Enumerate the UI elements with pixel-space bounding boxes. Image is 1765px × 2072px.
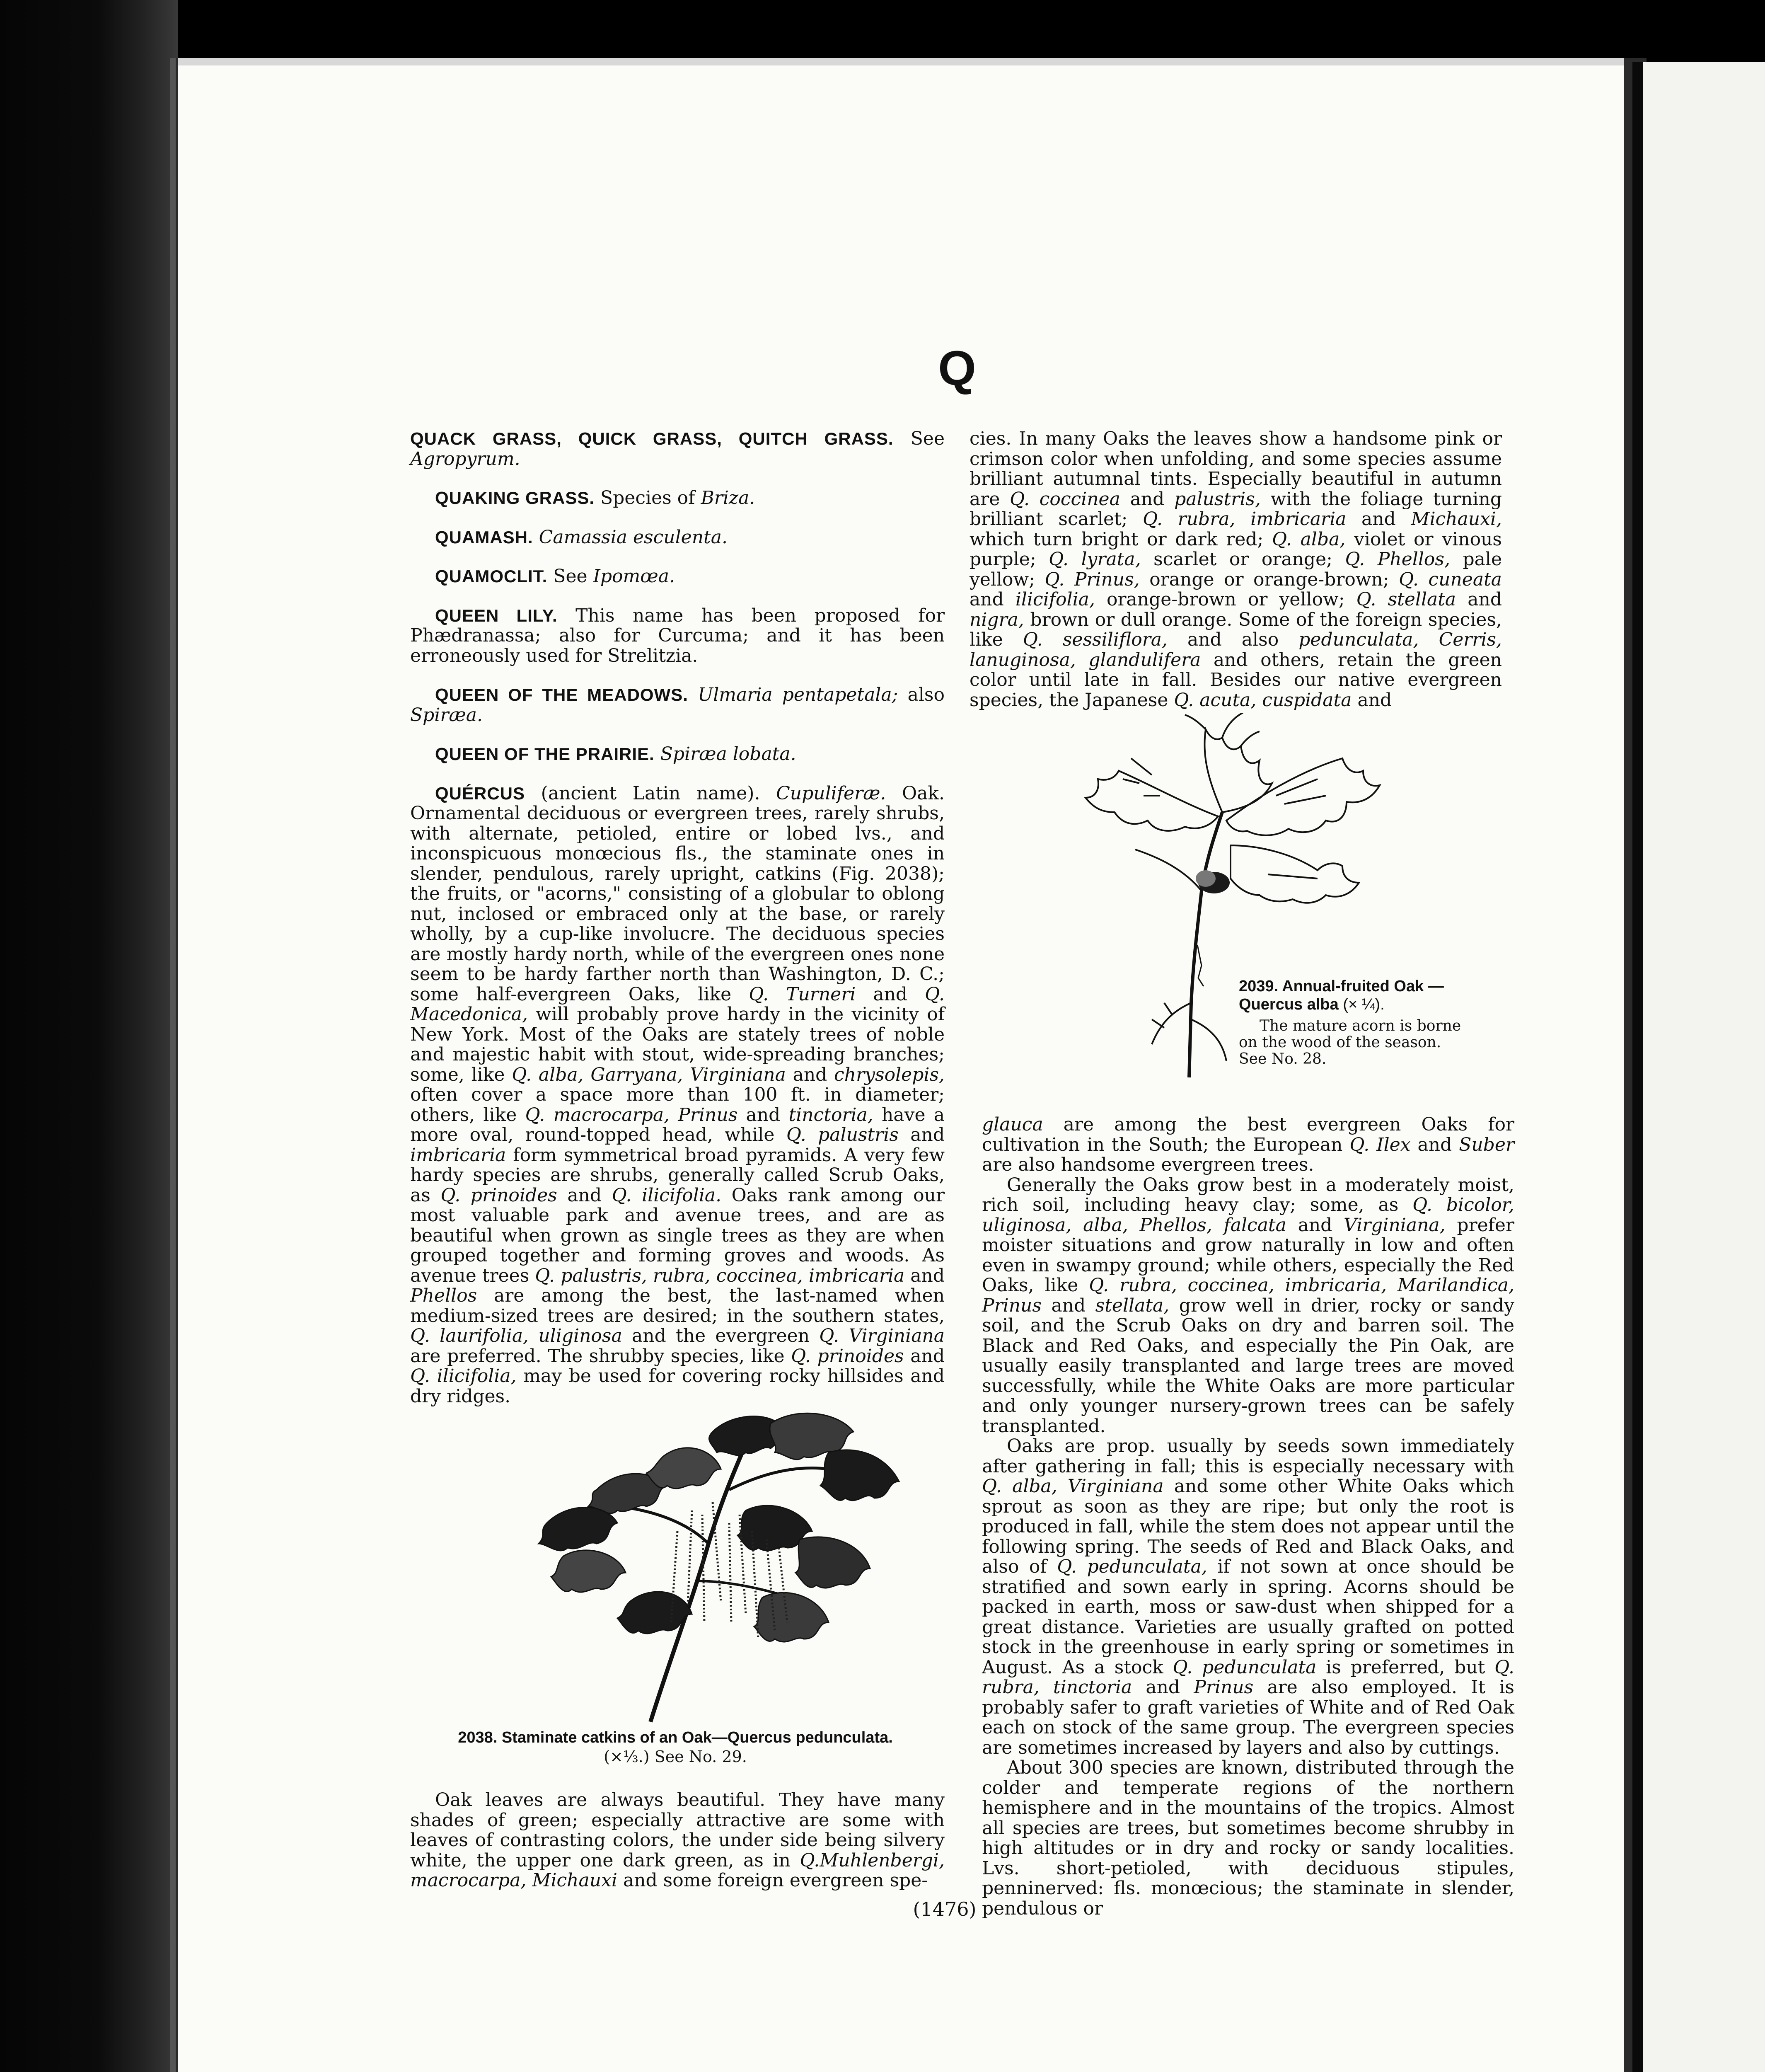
entry-queen-of-the-prairie: QUEEN OF THE PRAIRIE. Spiræa lobata.: [435, 743, 796, 765]
headword: QUÉRCUS: [435, 783, 525, 803]
headword: QUACK GRASS, QUICK GRASS, QUITCH GRASS.: [410, 429, 894, 448]
paragraph-oak-leaves: Oak leaves are always beautiful. They have many shades of green; especially attractive are some with leaves of contrasting colors, the under side being silvery white, the upper one dark green, as in Q.Muhlenbergi, macrocarpa, Michauxi and some foreign evergreen spe-: [410, 1789, 945, 1891]
entry-quack-grass: QUACK GRASS, QUICK GRASS, QUITCH GRASS. See Agropyrum.: [410, 428, 945, 470]
section-letter-heading: Q: [938, 341, 976, 396]
scan-border-left: [0, 0, 178, 2072]
entry-queen-of-the-meadows: QUEEN OF THE MEADOWS. Ulmaria pentapetala; also Spiræa.: [410, 684, 945, 726]
headword: QUEEN OF THE MEADOWS.: [435, 685, 688, 704]
entry-quercus: QUÉRCUS (ancient Latin name). Cupuliferæ. Oak. Ornamental deciduous or evergreen trees, rarely shrubs, with alternate, petioled, entire or lobed lvs., and inconspicuous monœcious fls., the staminate ones in slender, pendulous, rarely upright, catkins (Fig. 2038); the fruits, or "acorns," consisting of a globular to oblong nut, inclosed or embraced only at the base, or rarely wholly, by a cup-like involucre. The deciduous species are mostly hardy north, while of the evergreen ones none seem to be hardy farther north than Washington, D. C.; some half-evergreen Oaks, like Q. Turneri and Q. Macedonica, will probably prove hardy in the vicinity of New York. Most of the Oaks are stately trees of noble and majestic habit with stout, wide-spreading branches; some, like Q. alba, Garryana, Virginiana and chrysolepis, often cover a space more than 100 ft. in diameter; others, like Q. macrocarpa, Prinus and tinctoria, have a more oval, round-topped head, while Q. palustris and imbricaria form symmetrical broad pyramids. A very few hardy species are shrubs, generally called Scrub Oaks, as Q. prinoides and Q. ilicifolia. Oaks rank among our most valuable park and avenue trees, and are as beautiful when grown as single trees as they are when grouped together and forming groves and woods. As avenue trees Q. palustris, rubra, coccinea, imbricaria and Phellos are among the best, the last-named when medium-sized trees are desired; in the southern states, Q. laurifolia, uliginosa and the evergreen Q. Virginiana are preferred. The shrubby species, like Q. prinoides and Q. ilicifolia, may be used for covering rocky hillsides and dry ridges.: [410, 782, 945, 1407]
paragraph-soil: Generally the Oaks grow best in a moderately moist, rich soil, including heavy clay; some, as Q. bicolor, uliginosa, alba, Phellos, falcata and Virginiana, prefer moister situations and grow naturally in low and often even in swampy ground; while others, especially the Red Oaks, like Q. rubra, coccinea, imbricaria, Marilandica, Prinus and stellata, grow well in drier, rocky or sandy soil, and the Scrub Oaks on dry and barren soil. The Black and Red Oaks, and especially the Pin Oak, are usually easily transplanted and large trees are moved successfully, while the White Oaks are more particular and only younger nursery-grown trees can be safely transplanted.: [982, 1174, 1515, 1437]
entry-quaking-grass: QUAKING GRASS. Species of Briza.: [435, 487, 755, 508]
figure-2038-caption: 2038. Staminate catkins of an Oak—Quercus pedunculata. (×⅓.) See No. 29.: [458, 1729, 893, 1766]
figure-2039-caption: 2039. Annual-fruited Oak —Quercus alba (× ¼). The mature acorn is borne on the wood of the season. See No. 28.: [1239, 978, 1461, 1067]
figure-2038-oak-catkins-illustration: [514, 1407, 936, 1726]
entry-queen-lily: QUEEN LILY. This name has been proposed for Phædranassa; also for Curcuma; and it has been erroneously used for Strelitzia.: [410, 605, 945, 666]
headword: QUAKING GRASS.: [435, 488, 595, 508]
entry-quamoclit: QUAMOCLIT. See Ipomœa.: [435, 566, 675, 587]
left-column: [410, 429, 945, 1406]
entry-quamash: QUAMASH. Camassia esculenta.: [435, 526, 728, 548]
headword: QUEEN LILY.: [435, 605, 558, 625]
right-column-top: [970, 429, 1502, 710]
paragraph-autumn-tints: cies. In many Oaks the leaves show a handsome pink or crimson color when unfolding, and some species assume brilliant autumnal tints. Especially beautiful in autumn are Q. coccinea and palustris, with the foliage turning brilliant scarlet; Q. rubra, imbricaria and Michauxi, which turn bright or dark red; Q. alba, violet or vinous purple; Q. lyrata, scarlet or orange; Q. Phellos, pale yellow; Q. Prinus, orange or orange-brown; Q. cuneata and ilicifolia, orange-brown or yellow; Q. stellata and nigra, brown or dull orange. Some of the foreign species, like Q. sessiliflora, and also pedunculata, Cerris, lanuginosa, glandulifera and others, retain the green color until late in fall. Besides our native evergreen species, the Japanese Q. acuta, cuspidata and: [970, 428, 1502, 711]
paragraph-propagation: Oaks are prop. usually by seeds sown immediately after gathering in fall; this is especially necessary with Q. alba, Virginiana and some other White Oaks which sprout as soon as they are ripe; but only the root is produced in fall, while the stem does not appear until the following spring. The seeds of Red and Black Oaks, and also of Q. pedunculata, if not sown at once should be stratified and sown early in spring. Acorns should be packed in earth, moss or saw-dust when shipped for a great distance. Varieties are usually grafted on potted stock in the greenhouse in early spring or sometimes in August. As a stock Q. pedunculata is preferred, but Q. rubra, tinctoria and Prinus are also employed. It is probably safer to graft varieties of White and of Red Oak each on stock of the same group. The evergreen species are sometimes increased by layers and also by cuttings.: [982, 1435, 1514, 1758]
headword: QUEEN OF THE PRAIRIE.: [435, 744, 655, 764]
headword: QUAMOCLIT.: [435, 566, 548, 586]
right-column-bottom: [982, 1115, 1514, 1919]
headword: QUAMASH.: [435, 527, 533, 547]
paragraph-distribution: About 300 species are known, distributed through the colder and temperate regions of the northern hemisphere and in the mountains of the tropics. Almost all species are trees, but sometimes become shrubby in high altitudes or in dry and rocky or sandy localities. Lvs. short-petioled, with deciduous stipules, penninerved: fls. monœcious; the staminate in slender, pendulous or: [982, 1757, 1514, 1919]
facing-page-edge: [1632, 62, 1765, 2072]
page-number: (1476): [913, 1898, 977, 1920]
paragraph-evergreen-oaks: glauca are among the best evergreen Oaks for cultivation in the South; the European Q. Ilex and Suber are also handsome evergreen trees.: [982, 1114, 1514, 1175]
left-column-bottom: [410, 1790, 945, 1891]
